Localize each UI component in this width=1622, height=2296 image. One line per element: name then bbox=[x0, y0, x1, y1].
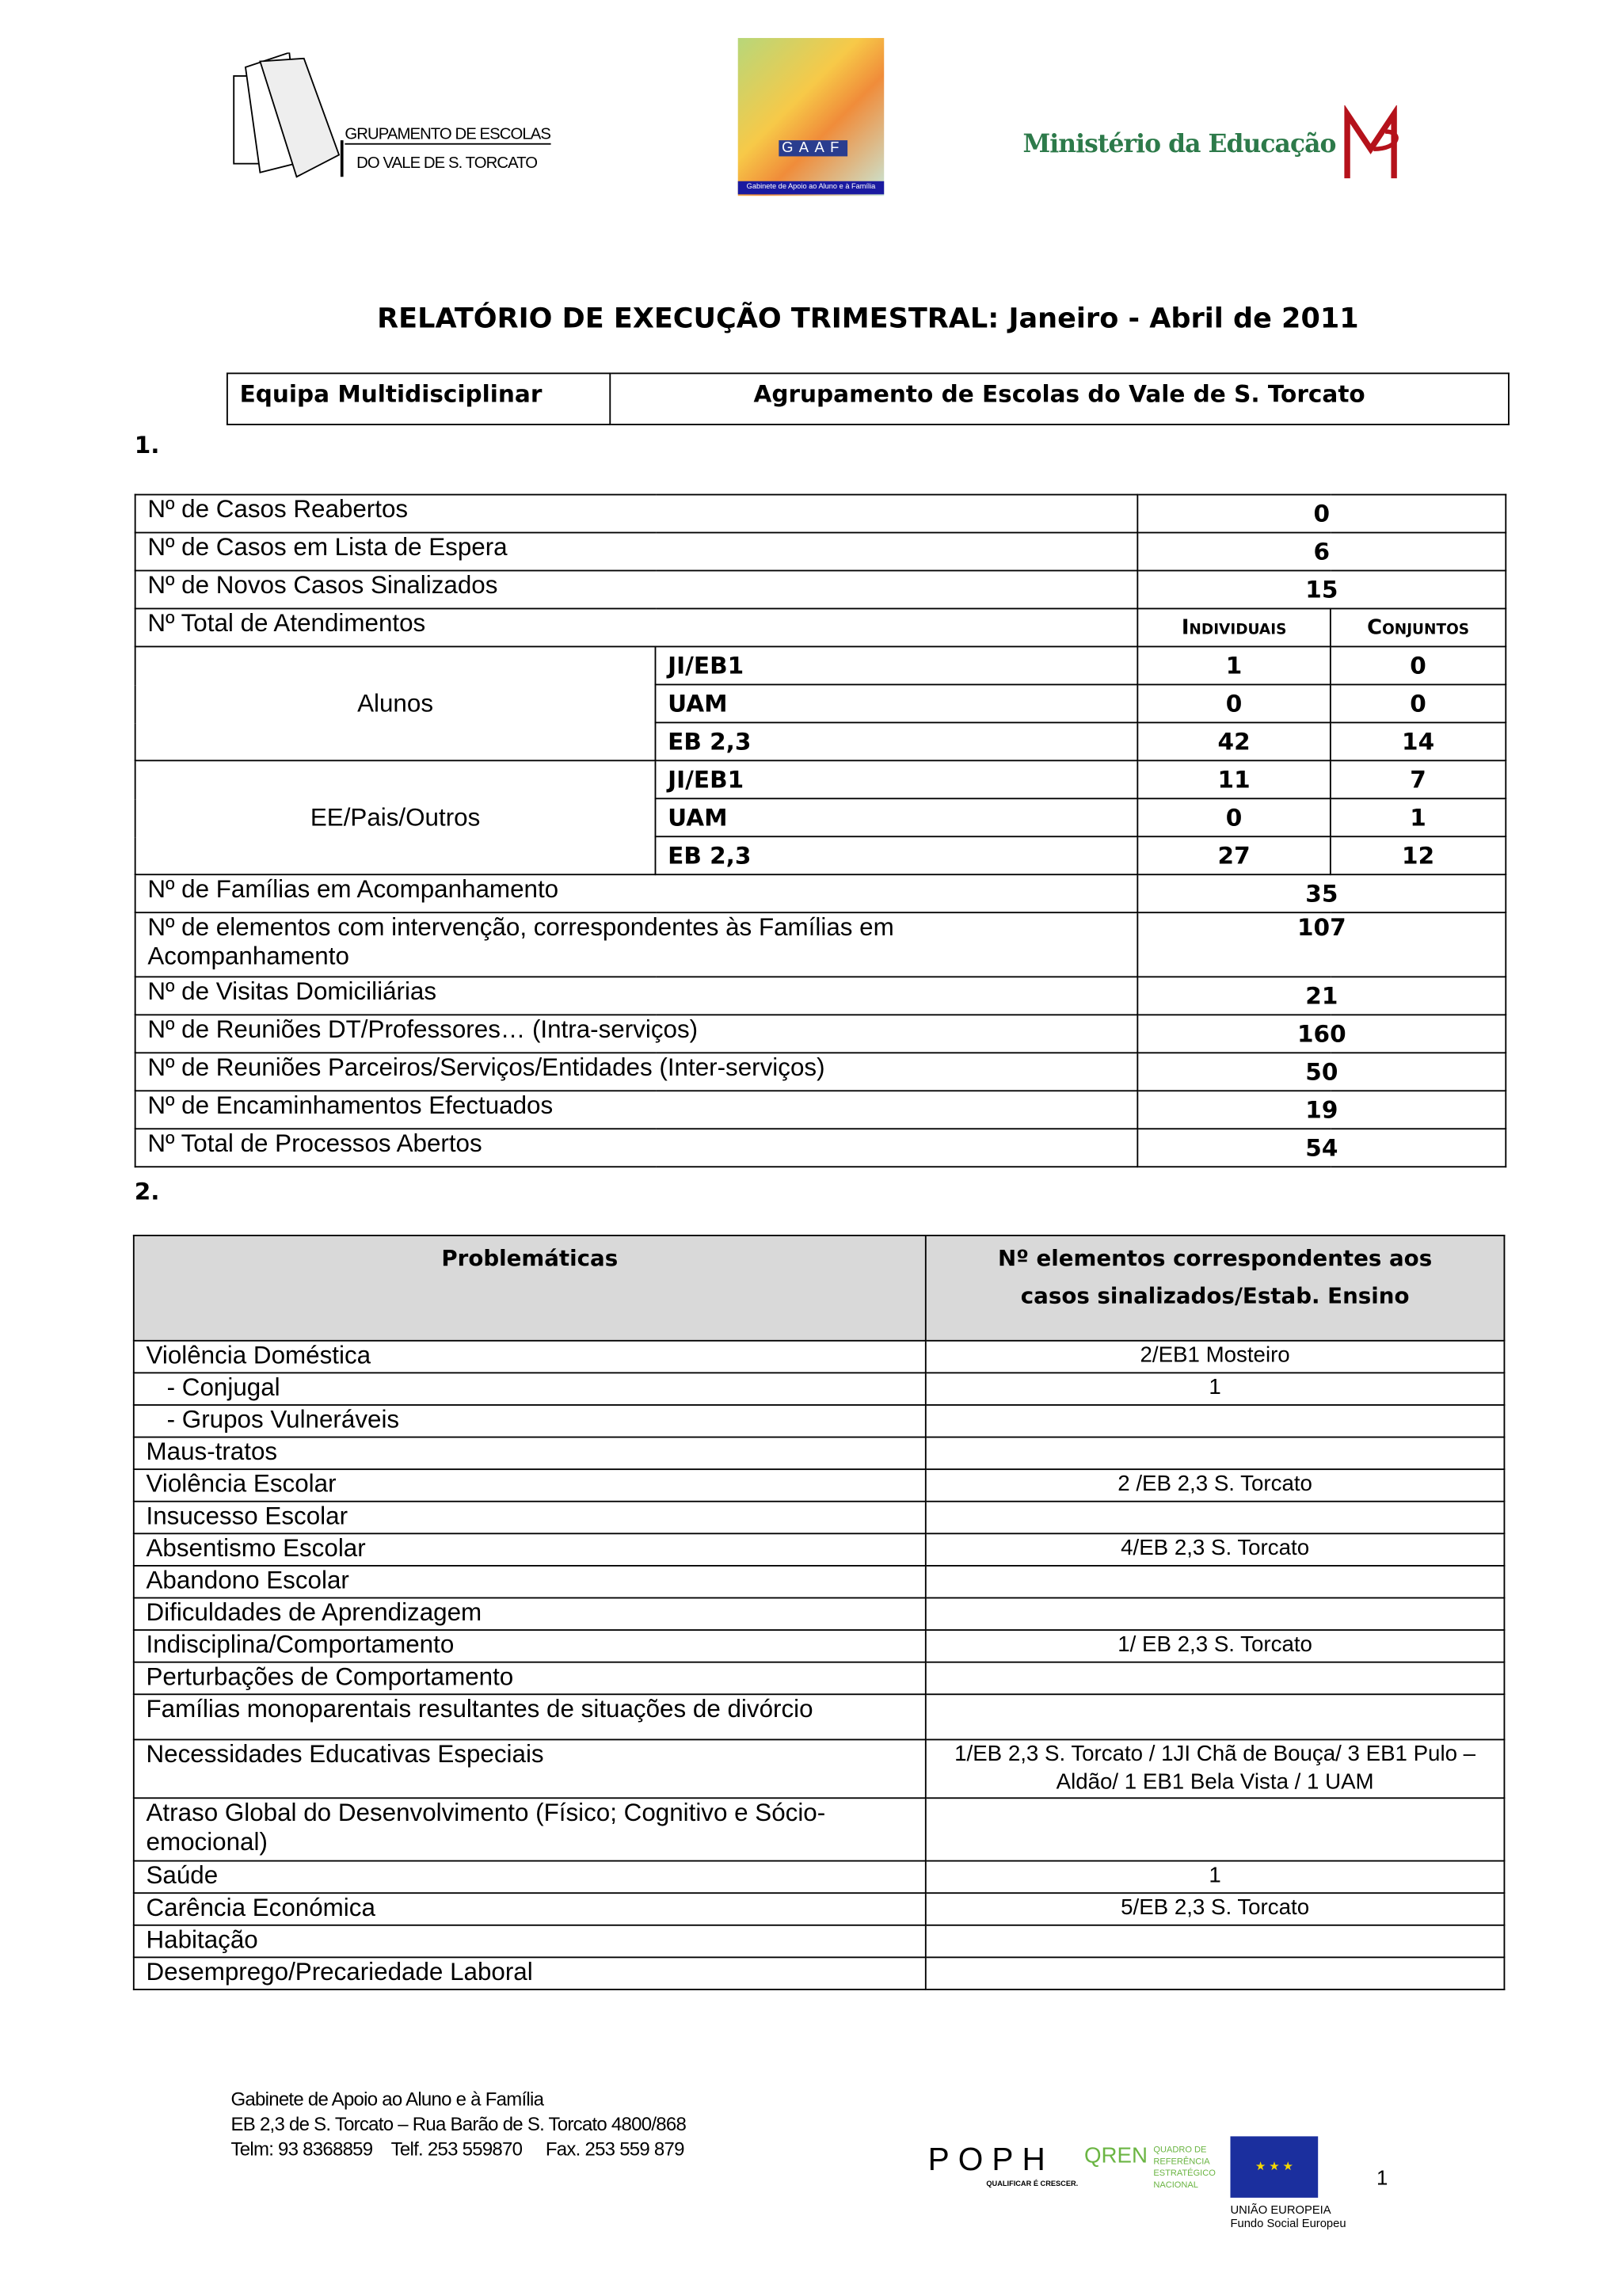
table-row bbox=[134, 1469, 1505, 1502]
table-row bbox=[135, 495, 1506, 533]
problem-label: Atraso Global do Desenvolvimento (Físico; Cognitivo e Sócio-emocional) bbox=[134, 1798, 926, 1860]
row-label: Nº de Casos em Lista de Espera bbox=[135, 533, 1138, 571]
table-row bbox=[134, 1739, 1505, 1798]
row-value: 0 bbox=[1137, 495, 1506, 533]
footer-line1: Gabinete de Apoio ao Aluno e à Família bbox=[230, 2088, 544, 2111]
conjuntos-value: 12 bbox=[1331, 836, 1506, 874]
problem-label: Perturbações de Comportamento bbox=[134, 1662, 926, 1695]
problem-value: 2/EB1 Mosteiro bbox=[926, 1341, 1505, 1373]
problem-label: Indisciplina/Comportamento bbox=[134, 1630, 926, 1662]
individuais-value: 27 bbox=[1137, 836, 1331, 874]
problem-value bbox=[926, 1798, 1505, 1860]
sub-label: UAM bbox=[655, 798, 1137, 836]
row-value: 35 bbox=[1137, 874, 1506, 912]
problem-value bbox=[926, 1566, 1505, 1598]
problem-label: Desemprego/Precariedade Laboral bbox=[134, 1957, 926, 1989]
poph-text: POPH bbox=[927, 2140, 1054, 2178]
problem-value bbox=[926, 1598, 1505, 1631]
conjuntos-value: 1 bbox=[1331, 798, 1506, 836]
problem-label: Dificuldades de Aprendizagem bbox=[134, 1598, 926, 1631]
table-row bbox=[134, 1957, 1505, 1989]
table-row bbox=[134, 1566, 1505, 1598]
ministry-me-mark-icon bbox=[1342, 105, 1406, 185]
table-row bbox=[134, 1598, 1505, 1631]
table-row bbox=[135, 646, 1506, 684]
problem-label: Absentismo Escolar bbox=[134, 1533, 926, 1566]
problem-value: 5/EB 2,3 S. Torcato bbox=[926, 1893, 1505, 1925]
problem-value: 4/EB 2,3 S. Torcato bbox=[926, 1533, 1505, 1566]
gaaf-caption: Gabinete de Apoio ao Aluno e à Família bbox=[738, 181, 884, 195]
eu-logo bbox=[1230, 2136, 1346, 2229]
table-row bbox=[135, 874, 1506, 912]
school-logo-line2: DO VALE DE S. TORCATO bbox=[356, 154, 538, 173]
table-row bbox=[135, 760, 1506, 798]
problem-label: Maus-tratos bbox=[134, 1437, 926, 1470]
individuais-value: 0 bbox=[1137, 684, 1331, 722]
problem-value bbox=[926, 1405, 1505, 1437]
table-row bbox=[135, 533, 1506, 571]
table-row bbox=[134, 1630, 1505, 1662]
table-row bbox=[134, 1341, 1505, 1373]
problem-value bbox=[926, 1662, 1505, 1695]
row-value: 19 bbox=[1137, 1091, 1506, 1129]
cases-table bbox=[135, 494, 1506, 1168]
table-row bbox=[134, 1861, 1505, 1894]
row-label: Nº Total de Atendimentos bbox=[135, 608, 1138, 646]
gaaf-letters: GAAF bbox=[779, 140, 847, 156]
individuais-header: Individuais bbox=[1137, 608, 1331, 646]
table-row bbox=[135, 1053, 1506, 1091]
table-row bbox=[134, 1533, 1505, 1566]
table-row bbox=[134, 1798, 1505, 1860]
individuais-value: 1 bbox=[1137, 646, 1331, 684]
problems-table bbox=[133, 1235, 1505, 1990]
table-row bbox=[134, 1925, 1505, 1958]
count-col-header: Nº elementos correspondentes aos casos sinalizados/Estab. Ensino bbox=[926, 1236, 1505, 1341]
table-row bbox=[135, 1091, 1506, 1129]
footer-address bbox=[231, 2087, 687, 2161]
conjuntos-value: 14 bbox=[1331, 722, 1506, 760]
eu-text1: UNIÃO EUROPEIA bbox=[1230, 2203, 1331, 2217]
conjuntos-header: Conjuntos bbox=[1331, 608, 1506, 646]
table-row bbox=[134, 1893, 1505, 1925]
row-label: Nº Total de Processos Abertos bbox=[135, 1129, 1138, 1167]
row-value: 15 bbox=[1137, 570, 1506, 608]
table-row bbox=[134, 1373, 1505, 1405]
individuais-value: 0 bbox=[1137, 798, 1331, 836]
table-row bbox=[134, 1694, 1505, 1739]
page-number: 1 bbox=[1376, 2165, 1388, 2189]
qren-text: QUADRO DE REFERÊNCIA ESTRATÉGICO NACIONAL bbox=[1153, 2146, 1216, 2191]
problem-value: 1 bbox=[926, 1861, 1505, 1894]
sub-label: JI/EB1 bbox=[655, 760, 1137, 798]
eu-text2: Fundo Social Europeu bbox=[1230, 2216, 1346, 2230]
row-label: Nº de Visitas Domiciliárias bbox=[135, 977, 1138, 1015]
table-row bbox=[134, 1662, 1505, 1695]
qren-logo bbox=[1084, 2145, 1218, 2191]
team-table bbox=[227, 372, 1510, 425]
problem-label: Habitação bbox=[134, 1925, 926, 1958]
problem-value: 2 /EB 2,3 S. Torcato bbox=[926, 1469, 1505, 1502]
row-value: 6 bbox=[1137, 533, 1506, 571]
sub-label: EB 2,3 bbox=[655, 836, 1137, 874]
eu-flag-icon: ★ ★ ★ bbox=[1230, 2136, 1318, 2197]
problem-value bbox=[926, 1437, 1505, 1470]
row-label: Nº de Reuniões DT/Professores… (Intra-serviços) bbox=[135, 1015, 1138, 1053]
sub-label: JI/EB1 bbox=[655, 646, 1137, 684]
problem-label: Insucesso Escolar bbox=[134, 1502, 926, 1534]
row-label: Nº de Casos Reabertos bbox=[135, 495, 1138, 533]
row-value: 107 bbox=[1137, 912, 1506, 977]
conjuntos-value: 0 bbox=[1331, 684, 1506, 722]
footer-line3: Telm: 93 8368859 Telf. 253 559870 Fax. 253 559 879 bbox=[230, 2138, 684, 2160]
individuais-value: 42 bbox=[1137, 722, 1331, 760]
problem-value: 1 bbox=[926, 1373, 1505, 1405]
problem-label: - Conjugal bbox=[134, 1373, 926, 1405]
problem-label: Violência Escolar bbox=[134, 1469, 926, 1502]
gaaf-logo bbox=[738, 38, 884, 196]
ministry-name: Ministério da Educação bbox=[1022, 130, 1336, 160]
poph-logo bbox=[928, 2141, 1079, 2191]
poph-tagline: QUALIFICAR É CRESCER. bbox=[986, 2180, 1079, 2189]
table-row bbox=[135, 1015, 1506, 1053]
problem-label: Violência Doméstica bbox=[134, 1341, 926, 1373]
row-value: 50 bbox=[1137, 1053, 1506, 1091]
ministry-logo bbox=[1023, 105, 1407, 185]
problem-label: Famílias monoparentais resultantes de situações de divórcio bbox=[134, 1694, 926, 1739]
school-logo bbox=[231, 52, 553, 184]
problem-label: Saúde bbox=[134, 1861, 926, 1894]
section-1-number: 1. bbox=[134, 431, 160, 459]
sub-label: EB 2,3 bbox=[655, 722, 1137, 760]
problem-value: 1/EB 2,3 S. Torcato / 1JI Chã de Bouça/ 3 EB1 Pulo – Aldão/ 1 EB1 Bela Vista / 1 UAM bbox=[926, 1739, 1505, 1798]
problem-value: 1/ EB 2,3 S. Torcato bbox=[926, 1630, 1505, 1662]
row-value: 160 bbox=[1137, 1015, 1506, 1053]
footer-line2: EB 2,3 de S. Torcato – Rua Barão de S. Torcato 4800/868 bbox=[230, 2112, 687, 2135]
row-label: Nº de Reuniões Parceiros/Serviços/Entidades (Inter-serviços) bbox=[135, 1053, 1138, 1091]
problem-value bbox=[926, 1502, 1505, 1534]
table-row bbox=[135, 570, 1506, 608]
team-value: Agrupamento de Escolas do Vale de S. Torcato bbox=[610, 373, 1509, 425]
problem-label: - Grupos Vulneráveis bbox=[134, 1405, 926, 1437]
problems-col-header: Problemáticas bbox=[134, 1236, 926, 1341]
individuais-value: 11 bbox=[1137, 760, 1331, 798]
problem-label: Abandono Escolar bbox=[134, 1566, 926, 1598]
team-label: Equipa Multidisciplinar bbox=[227, 373, 610, 425]
row-label: Nº de Novos Casos Sinalizados bbox=[135, 570, 1138, 608]
group-name: EE/Pais/Outros bbox=[135, 760, 656, 874]
qren-mark: QREN bbox=[1083, 2143, 1148, 2168]
table-row bbox=[135, 977, 1506, 1015]
row-value: 21 bbox=[1137, 977, 1506, 1015]
problem-label: Necessidades Educativas Especiais bbox=[134, 1739, 926, 1798]
conjuntos-value: 0 bbox=[1331, 646, 1506, 684]
school-logo-line1: GRUPAMENTO DE ESCOLAS bbox=[345, 125, 550, 143]
sub-label: UAM bbox=[655, 684, 1137, 722]
table-row bbox=[134, 1405, 1505, 1437]
section-2-number: 2. bbox=[134, 1178, 160, 1206]
row-value: 54 bbox=[1137, 1129, 1506, 1167]
report-title: RELATÓRIO DE EXECUÇÃO TRIMESTRAL: Janeiro - Abril de 2011 bbox=[377, 302, 1359, 335]
table-row bbox=[135, 1129, 1506, 1167]
table-row bbox=[135, 608, 1506, 646]
group-name: Alunos bbox=[135, 646, 656, 760]
problem-value bbox=[926, 1925, 1505, 1958]
row-label: Nº de Famílias em Acompanhamento bbox=[135, 874, 1138, 912]
problem-value bbox=[926, 1957, 1505, 1989]
table-row bbox=[135, 912, 1506, 977]
conjuntos-value: 7 bbox=[1331, 760, 1506, 798]
row-label: Nº de elementos com intervenção, correspondentes às Famílias em Acompanhamento bbox=[135, 912, 1138, 977]
row-label: Nº de Encaminhamentos Efectuados bbox=[135, 1091, 1138, 1129]
problem-label: Carência Económica bbox=[134, 1893, 926, 1925]
table-row bbox=[134, 1502, 1505, 1534]
books-icon bbox=[231, 52, 348, 184]
problem-value bbox=[926, 1694, 1505, 1739]
table-row bbox=[134, 1437, 1505, 1470]
